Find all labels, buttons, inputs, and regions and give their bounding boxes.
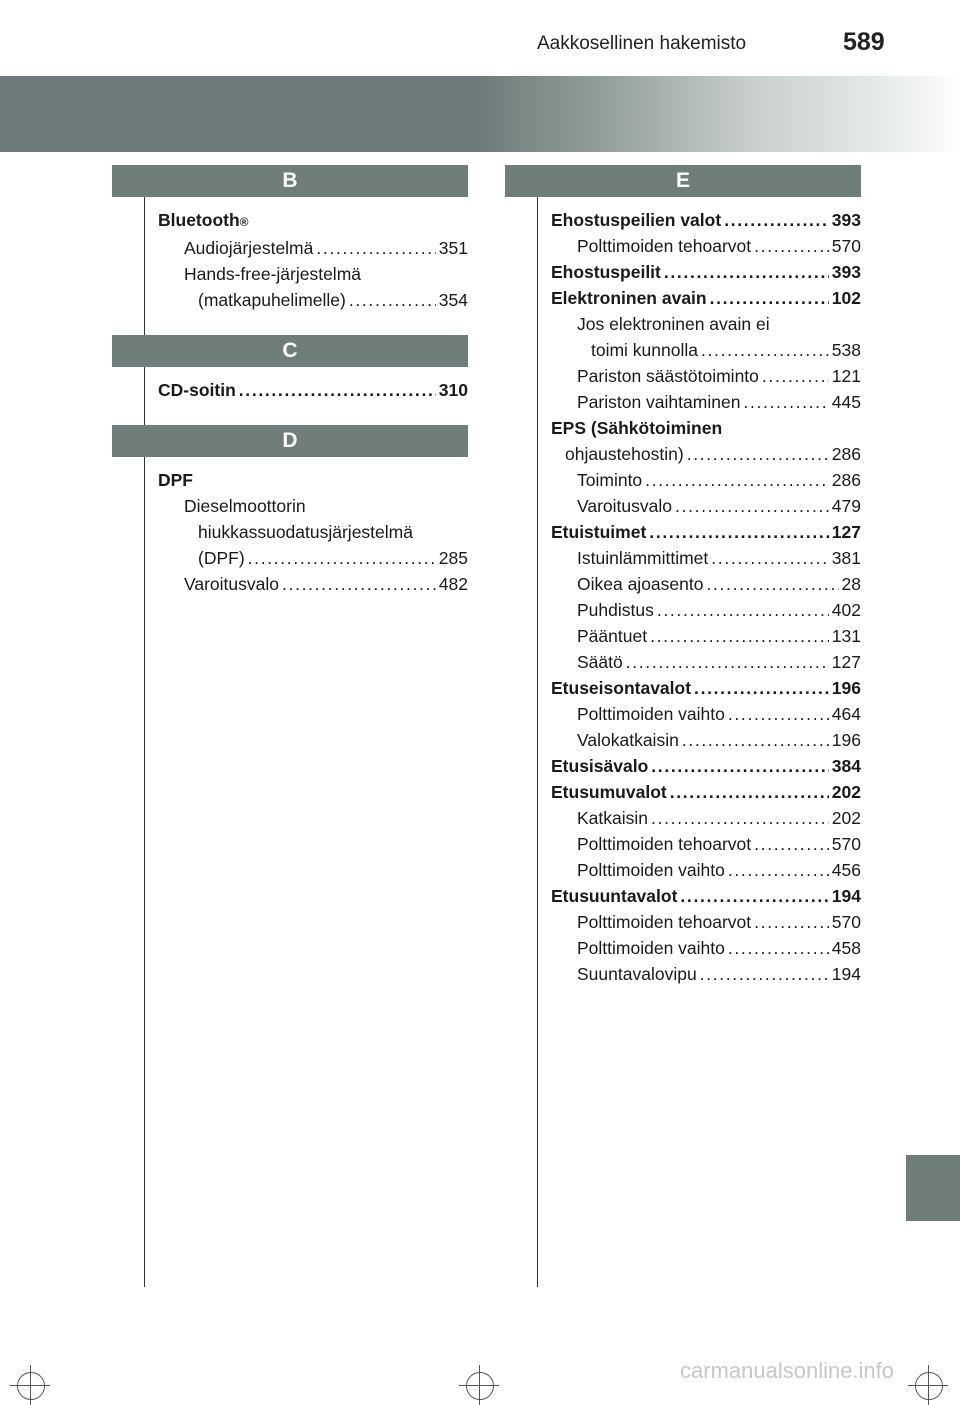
entry-term: Suuntavalovipu (577, 964, 697, 984)
index-entry (551, 649, 861, 675)
entry-term: Toiminto (577, 470, 643, 490)
index-entry (551, 311, 861, 337)
entry-page: 570 (831, 834, 861, 854)
index-entry (551, 207, 861, 233)
entry-page: 458 (831, 938, 861, 958)
index-entry (158, 467, 468, 493)
entry-term: Istuinlämmittimet (577, 548, 709, 568)
entry-page: 194 (831, 964, 861, 984)
index-entry (551, 545, 861, 571)
entry-term: Varoitusvalo (577, 496, 673, 516)
entry-term: Hands-free-järjestelmä (184, 264, 362, 284)
entry-page: 102 (831, 288, 861, 308)
index-entry (551, 467, 861, 493)
index-entry (551, 701, 861, 727)
entry-term: Jos elektroninen avain ei (577, 314, 770, 334)
entry-term: Etusuuntavalot (551, 886, 678, 906)
watermark: carmanualsonline.info (680, 1358, 895, 1383)
entry-term: Etusisävalo (551, 756, 649, 776)
entry-page: 538 (831, 340, 861, 360)
section-header-d: D (112, 425, 468, 457)
index-entry (551, 285, 861, 311)
index-entry (551, 597, 861, 623)
index-entry (551, 441, 861, 467)
entry-page: 482 (438, 574, 468, 594)
entry-page: 381 (831, 548, 861, 568)
index-entry (551, 779, 861, 805)
page-number: 589 (843, 28, 885, 56)
index-entry (551, 389, 861, 415)
entry-term: Polttimoiden tehoarvot (577, 912, 752, 932)
crop-mark-icon (17, 1372, 45, 1400)
entry-page: 127 (831, 652, 861, 672)
index-entry (158, 261, 468, 287)
entry-term: Katkaisin (577, 808, 649, 828)
entry-term: Puhdistus (577, 600, 654, 620)
entry-page: 285 (438, 548, 468, 568)
index-entry (551, 805, 861, 831)
entry-page: 570 (831, 912, 861, 932)
entry-term: Säätö (577, 652, 623, 672)
index-entry (551, 883, 861, 909)
entry-term: Pääntuet (577, 626, 648, 646)
entry-page: 570 (831, 236, 861, 256)
entry-page: 310 (438, 380, 468, 400)
page-header (0, 0, 960, 66)
entry-term: Polttimoiden tehoarvot (577, 834, 752, 854)
index-entry (551, 753, 861, 779)
right-column (537, 165, 861, 987)
index-entry (158, 571, 468, 597)
entry-page: 131 (831, 626, 861, 646)
entry-term: Polttimoiden vaihto (577, 938, 725, 958)
entry-page: 121 (831, 366, 861, 386)
entry-term: Audiojärjestelmä (184, 238, 314, 258)
entry-term: Etusumuvalot (551, 782, 667, 802)
entry-term: (matkapuhelimelle) (198, 290, 346, 310)
entry-page: 286 (831, 444, 861, 464)
entry-page: 196 (831, 730, 861, 750)
registered-mark: ® (239, 215, 249, 229)
entry-term: Varoitusvalo (184, 574, 280, 594)
index-entry (158, 235, 468, 261)
index-entry (551, 415, 861, 441)
section-header-b: B (112, 165, 468, 197)
entry-term: Valokatkaisin (577, 730, 679, 750)
entry-term: Ehostuspeilit (551, 262, 661, 282)
entry-term: Polttimoiden tehoarvot (577, 236, 752, 256)
entry-term: Etuistuimet (551, 522, 647, 542)
index-side-tab (906, 1155, 960, 1221)
index-entry (551, 935, 861, 961)
index-entry (551, 337, 861, 363)
index-entry (551, 571, 861, 597)
entry-page: 196 (831, 678, 861, 698)
entry-page: 393 (831, 210, 861, 230)
index-entry (551, 831, 861, 857)
entry-page: 194 (831, 886, 861, 906)
index-entry (551, 675, 861, 701)
entry-page: 456 (831, 860, 861, 880)
entry-term: Oikea ajoasento (577, 574, 704, 594)
entry-term: Pariston säästötoiminto (577, 366, 759, 386)
left-column (144, 165, 468, 597)
index-entry (158, 545, 468, 571)
entry-term: Polttimoiden vaihto (577, 860, 725, 880)
index-entry (551, 623, 861, 649)
entry-term: Bluetooth (158, 210, 240, 230)
entry-page: 286 (831, 470, 861, 490)
entry-term: ohjaustehostin) (565, 444, 684, 464)
index-entry (551, 493, 861, 519)
index-entry (551, 961, 861, 987)
entry-page: 354 (438, 290, 468, 310)
entry-page: 464 (831, 704, 861, 724)
entry-page: 402 (831, 600, 861, 620)
index-entry (158, 519, 468, 545)
entry-page: 351 (438, 238, 468, 258)
index-entry (551, 519, 861, 545)
entry-page: 445 (831, 392, 861, 412)
right-entry-list (537, 197, 861, 987)
entry-term: hiukkassuodatusjärjestelmä (198, 522, 413, 542)
entry-page: 202 (831, 808, 861, 828)
entry-term: Dieselmoottorin (184, 496, 306, 516)
entry-page: 28 (841, 574, 861, 594)
index-entry (551, 259, 861, 285)
entry-term: CD-soitin (158, 380, 236, 400)
section-header-e: E (505, 165, 861, 197)
entry-page: 127 (831, 522, 861, 542)
entry-term: Polttimoiden vaihto (577, 704, 725, 724)
entry-term: EPS (Sähkötoiminen (551, 418, 723, 438)
entry-page: 202 (831, 782, 861, 802)
index-entry (551, 233, 861, 259)
entry-term: Etuseisontavalot (551, 678, 692, 698)
index-entry (158, 377, 468, 403)
crop-mark-icon (466, 1372, 494, 1400)
crop-mark-icon (915, 1372, 943, 1400)
entry-page: 393 (831, 262, 861, 282)
entry-term: Pariston vaihtaminen (577, 392, 741, 412)
decorative-banner (0, 76, 960, 152)
entry-page: 479 (831, 496, 861, 516)
index-entry (158, 287, 468, 313)
entry-term: Ehostuspeilien valot (551, 210, 722, 230)
entry-page: 384 (831, 756, 861, 776)
entry-term: DPF (158, 470, 193, 490)
entry-term: toimi kunnolla (591, 340, 698, 360)
entry-term: (DPF) (198, 548, 245, 568)
section-header-c: C (112, 335, 468, 367)
index-entry (551, 363, 861, 389)
header-title: Aakkosellinen hakemisto (537, 33, 747, 54)
index-entry (551, 727, 861, 753)
index-entry (158, 207, 468, 235)
entry-term: Elektroninen avain (551, 288, 707, 308)
index-entry (551, 857, 861, 883)
index-entry (158, 493, 468, 519)
index-entry (551, 909, 861, 935)
